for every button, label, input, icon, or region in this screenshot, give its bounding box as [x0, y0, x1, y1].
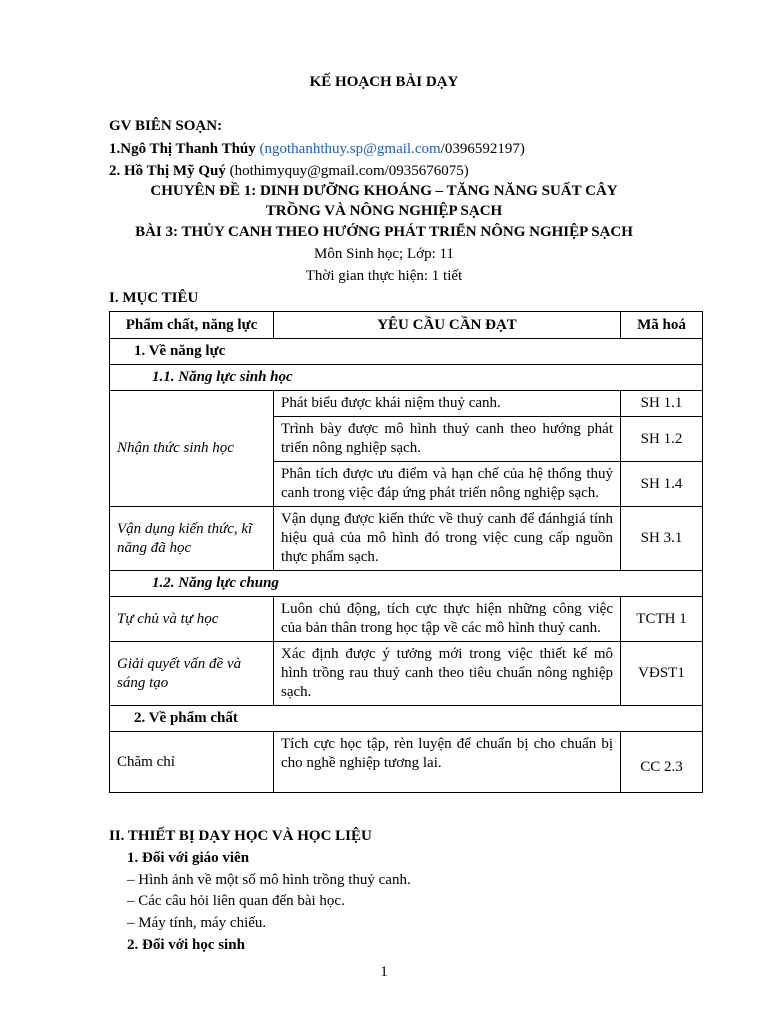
subject-line: Môn Sinh học; Lớp: 11	[314, 246, 454, 262]
code-cell: VĐST1	[621, 642, 703, 706]
list-item: – Máy tính, máy chiếu.	[127, 915, 267, 931]
page-number: 1	[380, 964, 388, 980]
list-item: – Hình ảnh về một số mô hình trồng thuỷ canh.	[127, 872, 411, 888]
author-2-name: 2. Hồ Thị Mỹ Quý	[109, 163, 226, 179]
requirement-cell: Luôn chủ động, tích cực thực hiện những công việc của bản thân trong học tập về các mô hình thuỷ canh.	[274, 597, 621, 642]
table-header-row	[110, 312, 703, 339]
table-row	[110, 732, 703, 793]
subsection-biology: 1.1. Năng lực sinh học	[110, 365, 703, 391]
author-2-contact: (hothimyquy@gmail.com/0935676075)	[229, 163, 469, 179]
teacher-heading: 1. Đối với giáo viên	[127, 850, 250, 866]
header-requirement: YÊU CẦU CẦN ĐẠT	[274, 312, 621, 339]
table-row	[110, 597, 703, 642]
document-title: KẾ HOẠCH BÀI DẠY	[309, 74, 459, 90]
code-cell: CC 2.3	[621, 732, 703, 793]
code-cell: SH 1.2	[621, 417, 703, 462]
student-heading: 2. Đối với học sinh	[127, 937, 245, 953]
group-problem-solving: Giải quyết vấn đề và sáng tạo	[110, 642, 274, 706]
section-equipment-heading: II. THIẾT BỊ DẠY HỌC VÀ HỌC LIỆU	[109, 828, 372, 844]
table-row	[110, 642, 703, 706]
requirement-cell: Phân tích được ưu điểm và hạn chế của hệ thống thuỷ canh trong việc đáp ứng phát triển nông nghiệp sạch.	[274, 462, 621, 507]
topic-line-2: TRỒNG VÀ NÔNG NGHIỆP SẠCH	[265, 203, 503, 219]
code-cell: SH 3.1	[621, 507, 703, 571]
table-section-row	[110, 339, 703, 365]
section-quality: 2. Về phẩm chất	[110, 706, 703, 732]
objectives-table	[109, 311, 703, 793]
code-cell: TCTH 1	[621, 597, 703, 642]
code-cell: SH 1.1	[621, 391, 703, 417]
code-cell: SH 1.4	[621, 462, 703, 507]
author-1-email-link[interactable]: (ngothanhthuy.sp@gmail.com	[259, 141, 441, 157]
requirement-cell: Trình bày được mô hình thuỷ canh theo hướng phát triển nông nghiệp sạch.	[274, 417, 621, 462]
group-application: Vận dụng kiến thức, kĩ năng đã học	[110, 507, 274, 571]
list-item: – Các câu hỏi liên quan đến bài học.	[127, 893, 345, 909]
lesson-title: BÀI 3: THỦY CANH THEO HƯỚNG PHÁT TRIỂN NÔNG NGHIỆP SẠCH	[135, 224, 633, 240]
author-2	[109, 161, 469, 181]
header-quality: Phẩm chất, năng lực	[110, 312, 274, 339]
subsection-general: 1.2. Năng lực chung	[110, 571, 703, 597]
table-subsection-row	[110, 365, 703, 391]
duration-line: Thời gian thực hiện: 1 tiết	[305, 268, 463, 284]
table-subsection-row	[110, 571, 703, 597]
group-cognition: Nhận thức sinh học	[110, 391, 274, 507]
author-1	[109, 139, 525, 159]
author-label: GV BIÊN SOẠN:	[109, 118, 223, 134]
section-competence: 1. Về năng lực	[110, 339, 703, 365]
table-row	[110, 391, 703, 417]
author-1-phone: /0396592197)	[440, 141, 525, 157]
section-objectives-heading: I. MỤC TIÊU	[109, 290, 199, 306]
requirement-cell: Xác định được ý tưởng mới trong việc thiết kế mô hình trồng rau thuỷ canh theo tiêu chuẩn nông nghiệp sạch.	[274, 642, 621, 706]
table-row	[110, 507, 703, 571]
requirement-cell: Vận dụng được kiến thức về thuỷ canh để đánhgiá tính hiệu quả của mô hình đó trong việc cung cấp nguồn thực phẩm sạch.	[274, 507, 621, 571]
group-diligence: Chăm chỉ	[110, 732, 274, 793]
topic-line-1: CHUYÊN ĐỀ 1: DINH DƯỠNG KHOÁNG – TĂNG NĂNG SUẤT CÂY	[150, 183, 618, 199]
header-code: Mã hoá	[621, 312, 703, 339]
author-1-name: 1.Ngô Thị Thanh Thúy	[109, 141, 256, 157]
requirement-cell: Tích cực học tập, rèn luyện để chuẩn bị cho chuẩn bị cho nghề nghiệp tương lai.	[274, 732, 621, 793]
requirement-cell: Phát biểu được khái niệm thuỷ canh.	[274, 391, 621, 417]
table-section-row	[110, 706, 703, 732]
group-self-study: Tự chủ và tự học	[110, 597, 274, 642]
